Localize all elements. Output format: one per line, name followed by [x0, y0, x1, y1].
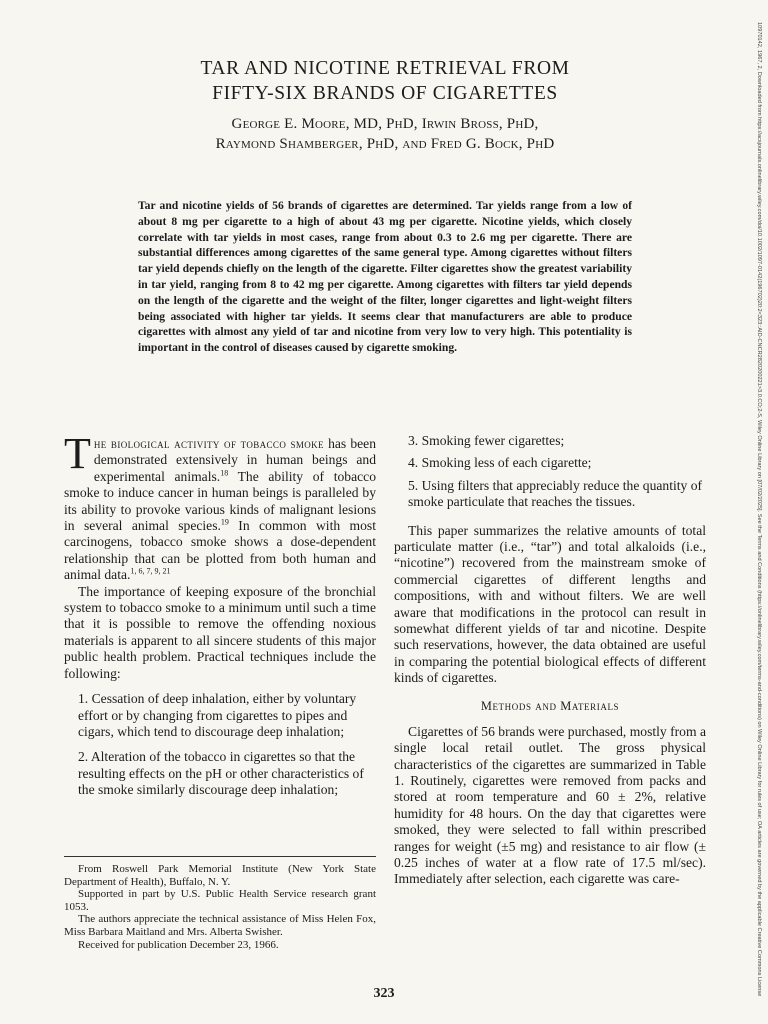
- footnotes: [64, 856, 376, 951]
- author-list: [90, 114, 680, 154]
- dropcap-letter: T: [64, 429, 91, 478]
- title-line-1: TAR AND NICOTINE RETRIEVAL FROM: [200, 58, 570, 79]
- intro-text-b: The ability of tobacco smoke to induce cancer in human beings is paralleled by its ability to provoke various kinds of malignant lesions in several animal species.: [64, 468, 376, 534]
- technique-list-left: [64, 691, 376, 798]
- authors-line-1: George E. Moore, MD, PhD, Irwin Bross, PhD,: [231, 116, 539, 132]
- footnote-received: Received for publication December 23, 1966.: [78, 938, 279, 951]
- intro-lead: he biological activity of tobacco smoke: [93, 437, 324, 451]
- intro-text-a: has been demonstrated extensively in human beings and experimental animals.: [93, 436, 376, 484]
- footnote-affiliation: From Roswell Park Memorial Institute (New York State Department of Health), Buffalo, N. Y.: [64, 863, 376, 888]
- article-title: [90, 56, 680, 106]
- right-column: [394, 433, 706, 888]
- abstract: Tar and nicotine yields of 56 brands of cigarettes are determined. Tar yields range from a low of about 8 mg per cigarette to a high of about 43 mg per cigarette. Nicotine yields, which closely correlate with tar yields in most cases, range from about 0.3 to 2.6 mg per cigarette. There are substantial differences among cigarettes of the same general type. Among cigarettes without filters tar yield depends chiefly on the length of the cigarette. Filter cigarettes show the greatest variability in tar yield, ranging from 8 to 42 mg per cigarette. Among cigarettes with filters tar yield depends on the length of the cigarette and the weight of the filter, longer cigarettes and light-weight filters being associated with higher tar yields. It seems clear that manufacturers are able to produce cigarettes with almost any yield of tar and nicotine from very low to very high. This potentiality is important in the control of diseases caused by cigarette smoking.: [138, 199, 632, 355]
- summary-paragraph: This paper summarizes the relative amounts of total particulate matter (i.e., “tar”) and total alkaloids (i.e., “nicotine”) recovered from the mainstream smoke of commercial cigarettes of different lengths and compositions, with and without filters. We are well aware that modifications in the protocol can result in somewhat different yields of tar and nicotine. Despite such reservations, however, the data obtained are useful in comparing the potential biological effects of different kinds of cigarettes.: [394, 522, 706, 686]
- list-item: 1. Cessation of deep inhalation, either by voluntary effort or by changing from cigarettes to pipes and cigars, which tend to discourage deep inhalation;: [78, 691, 357, 739]
- list-item: 4. Smoking less of each cigarette;: [408, 455, 592, 471]
- section-heading: Methods and Materials: [480, 698, 620, 713]
- methods-paragraph: Cigarettes of 56 brands were purchased, mostly from a single local retail outlet. The gross physical characteristics of the cigarettes are summarized in Table 1. Routinely, cigarettes were removed from packs and stored at room temperature and 60 ± 2%, relative humidity for 48 hours. On the day that cigarettes were smoked, they were selected to fall within prescribed ranges for weight (±5 mg) and resistance to air flow (± 0.25 inches of water at a flow rate of 17.5 ml/sec). Immediately after selection, each cigarette was care-: [394, 723, 706, 887]
- left-column: [64, 429, 376, 799]
- reference-19: 19: [220, 517, 229, 527]
- reference-18: 18: [220, 468, 229, 478]
- list-item: 3. Smoking fewer cigarettes;: [408, 433, 565, 448]
- technique-list-right: [394, 433, 706, 511]
- footnote-grant: Supported in part by U.S. Public Health Service research grant 1053.: [64, 888, 376, 913]
- list-item: 5. Using filters that appreciably reduce the quantity of smoke particulate that reaches the tissues.: [408, 477, 703, 510]
- title-line-2: FIFTY-SIX BRANDS OF CIGARETTES: [212, 83, 558, 104]
- list-item: 2. Alteration of the tobacco in cigarettes so that the resulting effects on the pH or other characteristics of the smoke similarly discourage deep inhalation;: [78, 749, 364, 798]
- authors-line-2: Raymond Shamberger, PhD, and Fred G. Bock, PhD: [215, 136, 555, 152]
- download-notice: 10970142, 1967, 2, Downloaded from https://acsjournals.onlinelibrary.wiley.com/doi/10.1002/1097-0142(196702)20:2<323::AID-CNCR2820200221>3.0.CO;2-S, Wiley Online Library on [07/02/2025]. See the Terms and Conditions (https://onlinelibrary.wiley.com/terms-and-conditions) on Wiley Online Library for rules of use; OA articles are governed by the applicable Creative Commons License: [756, 22, 762, 997]
- intro-paragraph: [64, 429, 376, 584]
- importance-paragraph: The importance of keeping exposure of the bronchial system to tobacco smoke to a minimum until such a time that it is possible to remove the offending noxious materials is apparent to all sincere students of this major public health problem. Practical techniques include the following:: [64, 583, 376, 681]
- footnote-acknowledgement: The authors appreciate the technical assistance of Miss Helen Fox, Miss Barbara Maitland and Mrs. Alberta Swisher.: [64, 913, 376, 938]
- intro-text-c: In common with most carcinogens, tobacco smoke shows a dose-dependent relationship that can be plotted from both human and animal data.: [64, 518, 376, 583]
- page-number: 323: [373, 986, 395, 1001]
- reference-multi: 1, 6, 7, 9, 21: [130, 566, 171, 576]
